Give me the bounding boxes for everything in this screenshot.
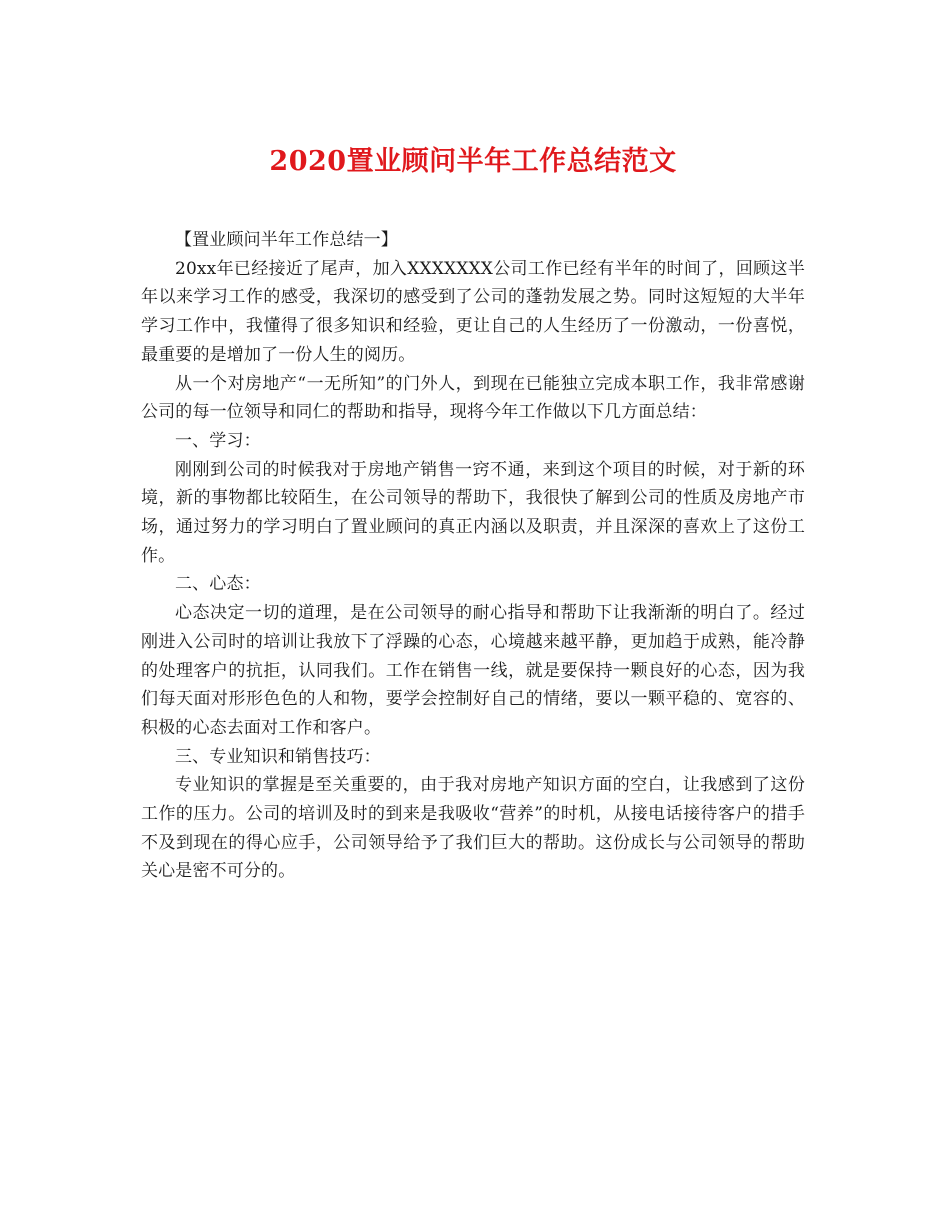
section-heading-study: 一、学习： [175, 430, 261, 451]
skills-paragraph: 专业知识的掌握是至关重要的，由于我对房地产知识方面的空白，让我感到了这份工作的压力。公司的培训及时的到来是我吸收“营养”的时机，从接电话接待客户的措手不及到现在的得心应手，公司领导给予了我们巨大的帮助。这份成长与公司领导的帮助关心是密不可分的。 [141, 775, 805, 882]
section-heading-skills: 三、专业知识和销售技巧： [175, 746, 381, 767]
document-title: 2020置业顾问半年工作总结范文 [269, 146, 677, 177]
document-body [141, 226, 805, 886]
intro-paragraph-2: 从一个对房地产“一无所知”的门外人，到现在已能独立完成本职工作，我非常感谢公司的每一位领导和同仁的帮助和指导，现将今年工作做以下几方面总结： [141, 373, 805, 423]
intro-paragraph-1: 20xx年已经接近了尾声，加入XXXXXXX公司工作已经有半年的时间了，回顾这半年以来学习工作的感受，我深切的感受到了公司的蓬勃发展之势。同时这短短的大半年学习工作中，我懂得了很多知识和经验，更让自己的人生经历了一份激动，一份喜悦，最重要的是增加了一份人生的阅历。 [141, 258, 805, 365]
mindset-paragraph: 心态决定一切的道理，是在公司领导的耐心指导和帮助下让我渐渐的明白了。经过刚进入公司时的培训让我放下了浮躁的心态，心境越来越平静，更加趋于成熟，能冷静的处理客户的抗拒，认同我们。工作在销售一线，就是要保持一颗良好的心态，因为我们每天面对形形色色的人和物，要学会控制好自己的情绪，要以一颗平稳的、宽容的、积极的心态去面对工作和客户。 [141, 603, 805, 738]
study-paragraph: 刚刚到公司的时候我对于房地产销售一窍不通，来到这个项目的时候，对于新的环境，新的事物都比较陌生，在公司领导的帮助下，我很快了解到公司的性质及房地产市场，通过努力的学习明白了置业顾问的真正内涵以及职责，并且深深的喜欢上了这份工作。 [141, 459, 805, 566]
section-label: 【置业顾问半年工作总结一】 [175, 230, 398, 250]
section-heading-mindset: 二、心态： [175, 574, 261, 595]
